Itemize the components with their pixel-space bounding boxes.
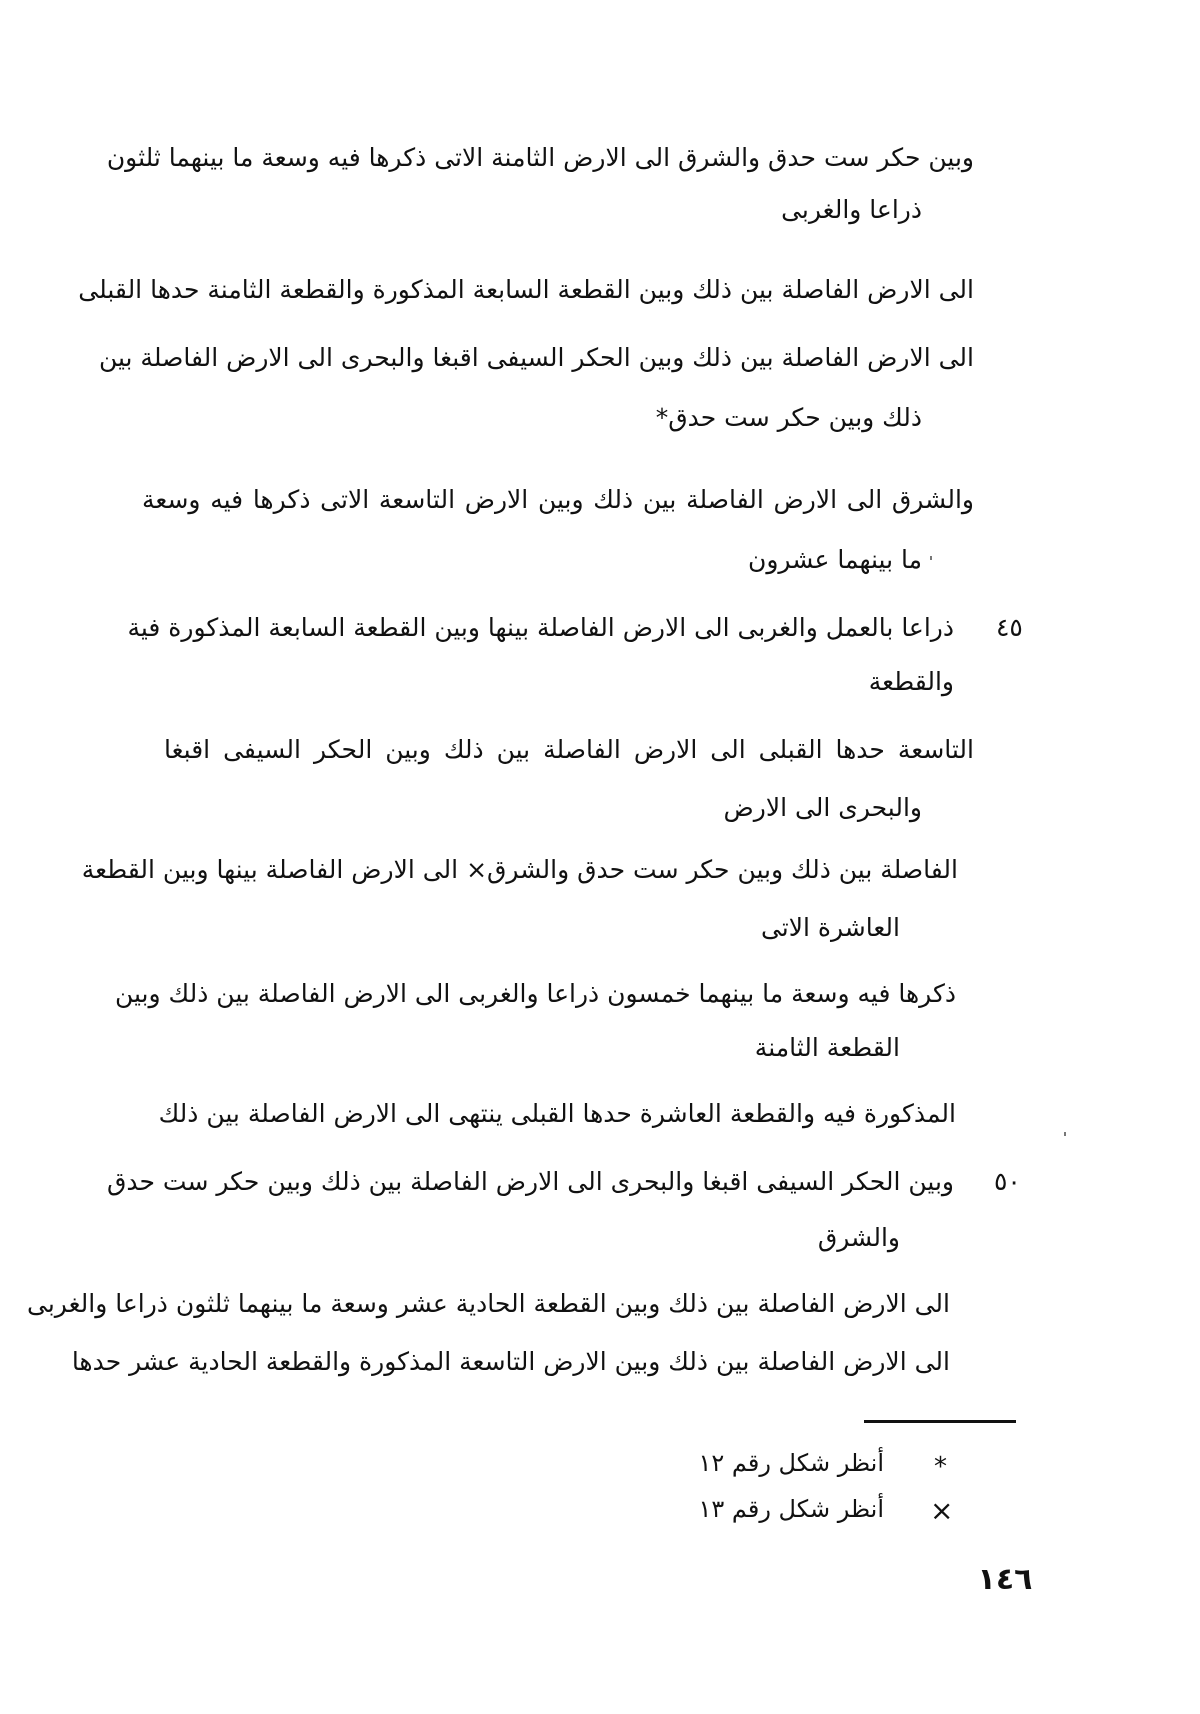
text-line: والشرق الى الارض الفاصلة بين ذلك وبين الارض التاسعة الاتى ذكرها فيه وسعة <box>142 485 974 514</box>
footnote-text: أنظر شكل رقم ١٣ <box>698 1495 884 1523</box>
text-line: ذلك وبين حكر ست حدق* <box>655 403 922 432</box>
text-line: ذراعا والغربى <box>781 195 922 224</box>
text-line: والبحرى الى الارض <box>723 793 922 822</box>
multiply-icon: × <box>930 1494 954 1527</box>
text-line: العاشرة الاتى <box>760 913 900 942</box>
text-line: ذكرها فيه وسعة ما بينهما خمسون ذراعا والغربى الى الارض الفاصلة بين ذلك وبين <box>114 979 956 1008</box>
text-line: الفاصلة بين ذلك وبين حكر ست حدق والشرق× الى الارض الفاصلة بينها وبين القطعة <box>81 855 958 884</box>
text-line: القطعة الثامنة <box>754 1033 900 1062</box>
asterisk-icon: * <box>934 1452 947 1482</box>
text-line: الى الارض الفاصلة بين ذلك وبين القطعة السابعة المذكورة والقطعة الثامنة حدها القبلى <box>78 275 974 304</box>
text-line: الى الارض الفاصلة بين ذلك وبين الحكر السيفى اقبغا والبحرى الى الارض الفاصلة بين <box>98 343 974 372</box>
page-number: ١٤٦ <box>977 1562 1033 1597</box>
text-line: المذكورة فيه والقطعة العاشرة حدها القبلى ينتهى الى الارض الفاصلة بين ذلك <box>158 1099 956 1128</box>
text-line: وبين حكر ست حدق والشرق الى الارض الثامنة الاتى ذكرها فيه وسعة ما بينهما ثلثون <box>106 143 974 172</box>
text-line: ذراعا بالعمل والغربى الى الارض الفاصلة بينها وبين القطعة السابعة المذكورة فية <box>127 613 954 642</box>
text-line: الى الارض الفاصلة بين ذلك وبين القطعة الحادية عشر وسعة ما بينهما ثلثون ذراعا والغربى <box>26 1289 950 1318</box>
footnote-text: أنظر شكل رقم ١٢ <box>698 1449 884 1477</box>
scan-speck <box>930 556 932 560</box>
line-number: ٥٠ <box>994 1167 1021 1196</box>
text-line: والشرق <box>817 1223 900 1252</box>
text-line: ما بينهما عشرون <box>748 545 922 574</box>
line-number: ٤٥ <box>996 613 1023 642</box>
text-line: الى الارض الفاصلة بين ذلك وبين الارض التاسعة المذكورة والقطعة الحادية عشر حدها <box>71 1347 950 1376</box>
scan-speck <box>1064 1132 1066 1136</box>
text-line: التاسعة حدها القبلى الى الارض الفاصلة بين ذلك وبين الحكر السيفى اقبغا <box>164 735 974 764</box>
text-line: والقطعة <box>868 667 954 696</box>
footnote-separator <box>864 1420 1016 1423</box>
text-line: وبين الحكر السيفى اقبغا والبحرى الى الارض الفاصلة بين ذلك وبين حكر ست حدق <box>106 1167 954 1196</box>
